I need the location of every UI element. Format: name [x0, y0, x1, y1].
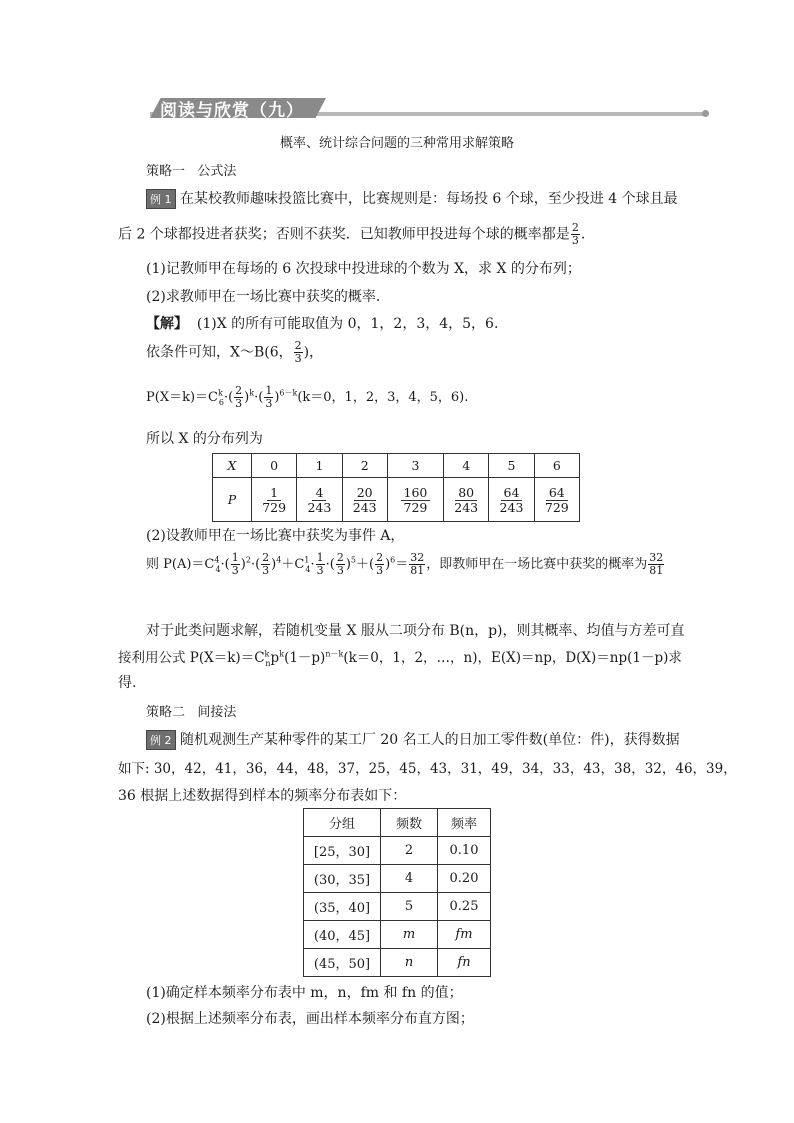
table-row: [304, 893, 491, 921]
frequency-table: [303, 808, 491, 977]
ex1-q2: (2)求教师甲在一场比赛中获奖的概率．: [146, 289, 390, 305]
table-cell: 5: [489, 454, 534, 478]
table-header-cell: 频率: [438, 809, 491, 837]
strategy1-heading: 策略一 公式法: [146, 164, 237, 179]
fraction: $\frac{1}{3}$: [231, 551, 239, 577]
table-cell: 5: [381, 893, 438, 921]
ex1-line1: 例 1 在某校教师趣味投篮比赛中，比赛规则是：每场投 6 个球，至少投进 4 个球且最: [146, 188, 678, 209]
table-cell: fm: [438, 921, 491, 949]
ex2-line1: 例 2 随机观测生产某种零件的某工厂 20 名工人的日加工零件数(单位：件)，获得数据: [146, 729, 680, 750]
section-title: 阅读与欣赏（九）: [160, 101, 304, 121]
table-cell: m: [381, 921, 438, 949]
fraction: $\frac{2}{3}$: [235, 384, 243, 410]
ex2-q1: (1)确定样本频率分布表中 m，n，fm 和 fn 的值；: [146, 985, 463, 1001]
table-cell: $\frac{64}{729}$: [534, 478, 579, 522]
fraction: $\frac{2}{3}$: [336, 551, 344, 577]
table-header-row: [304, 809, 491, 837]
page-subtitle: 概率、统计综合问题的三种常用求解策略: [279, 136, 514, 151]
fraction: $\frac{32}{81}$: [649, 551, 664, 577]
table-row: [213, 454, 580, 478]
ex1-solution-5: (2)设教师甲在一场比赛中获奖为事件 A，: [146, 528, 405, 544]
solution-label: 【解】: [146, 316, 188, 332]
table-cell: 0: [252, 454, 297, 478]
table-cell: $\frac{80}{243}$: [444, 478, 489, 522]
fraction: $\frac{2}{3}$: [571, 221, 579, 247]
comment-line3: 得.: [118, 675, 137, 691]
table-row: [304, 949, 491, 977]
table-cell: (35，40]: [304, 893, 381, 921]
fraction: $\frac{1}{3}$: [265, 384, 273, 410]
table-cell: (45，50]: [304, 949, 381, 977]
table-cell: 6: [534, 454, 579, 478]
example-badge: 例 2: [146, 730, 176, 750]
table-cell: n: [381, 949, 438, 977]
table-header-cell: 分组: [304, 809, 381, 837]
example-badge: 例 1: [146, 189, 176, 209]
table-row: [304, 865, 491, 893]
ex1-solution-1: 【解】 (1)X 的所有可能取值为 0，1，2，3，4，5，6.: [146, 316, 499, 332]
table-header-cell: 频数: [381, 809, 438, 837]
table-cell: $\frac{1}{729}$: [252, 478, 297, 522]
ex2-line3: 36 根据上述数据得到样本的频率分布表如下：: [118, 788, 407, 804]
ex1-solution-6: 则 $P(A)=C^4_4\cdot$( $\frac{1}{3}$ )$^2$·( $\frac{2}{3}$ )$^4+C^1_4\cdot$ $\frac{1}{3}$ ·( $\frac{2}{3}$ )$^5$＋( $\frac{2}{3}$ )$^6$＝ $\frac{32}{81}$ ，即教师甲在一场比赛中获奖的概率为 $\frac{32}{81}$: [146, 551, 664, 577]
table-cell: 4: [444, 454, 489, 478]
table-cell: (30，35]: [304, 865, 381, 893]
table-cell: X: [213, 454, 252, 478]
fraction: $\frac{32}{81}$: [410, 551, 425, 577]
ex1-line2: 后 2 个球都投进者获奖；否则不获奖．已知教师甲投进每个球的概率都是 $\frac{2}{3}$ .: [118, 221, 586, 247]
fraction: $\frac{1}{3}$: [316, 551, 324, 577]
header-rule-dot: [702, 110, 709, 117]
table-row: [213, 478, 580, 522]
table-cell: (40，45]: [304, 921, 381, 949]
table-cell: $\frac{64}{243}$: [489, 478, 534, 522]
table-cell: 2: [342, 454, 387, 478]
comment-line1: 对于此类问题求解，若随机变量 X 服从二项分布 B(n，p)，则其概率、均值与方差可直: [146, 623, 685, 639]
table-cell: 0.25: [438, 893, 491, 921]
table-cell: fn: [438, 949, 491, 977]
ex1-solution-3: $P(X=k)=C^k_6\cdot$( $\frac{2}{3}$ )$^k$·( $\frac{1}{3}$ )$^{6-k}$(k＝0，1，2，3，4，5，6).: [146, 384, 469, 410]
table-cell: [25，30]: [304, 837, 381, 865]
table-cell: 0.10: [438, 837, 491, 865]
comment-line2: 接利用公式 $P(X=k)=C^k_np^k(1-p)^{n-k}(k=0$，1，2，…，n)，E(X)＝np，D(X)＝np(1－p)求: [118, 649, 682, 668]
table-cell: $\frac{160}{729}$: [387, 478, 443, 522]
table-cell: P: [213, 478, 252, 522]
distribution-table: [212, 453, 580, 522]
ex1-q1: (1)记教师甲在每场的 6 次投球中投进球的个数为 X，求 X 的分布列；: [146, 261, 581, 277]
table-row: [304, 921, 491, 949]
table-cell: 1: [297, 454, 342, 478]
table-cell: 3: [387, 454, 443, 478]
table-cell: $\frac{4}{243}$: [297, 478, 342, 522]
table-cell: $\frac{20}{243}$: [342, 478, 387, 522]
fraction: $\frac{2}{3}$: [262, 551, 270, 577]
fraction: $\frac{2}{3}$: [376, 551, 384, 577]
ex1-solution-2: 依条件可知，X～B(6， $\frac{2}{3}$ )，: [146, 339, 324, 365]
ex1-solution-4: 所以 X 的分布列为: [146, 431, 263, 447]
table-row: [304, 837, 491, 865]
table-cell: 4: [381, 865, 438, 893]
ex2-q2: (2)根据上述频率分布表，画出样本频率分布直方图；: [146, 1011, 474, 1027]
fraction: $\frac{2}{3}$: [294, 339, 302, 365]
strategy2-heading: 策略二 间接法: [146, 705, 237, 720]
table-cell: 0.20: [438, 865, 491, 893]
table-cell: 2: [381, 837, 438, 865]
ex2-line2: 如下: 30，42，41，36，44，48，37，25，45，43，31，49，34，33，43，38，32，46，39，: [118, 761, 737, 777]
